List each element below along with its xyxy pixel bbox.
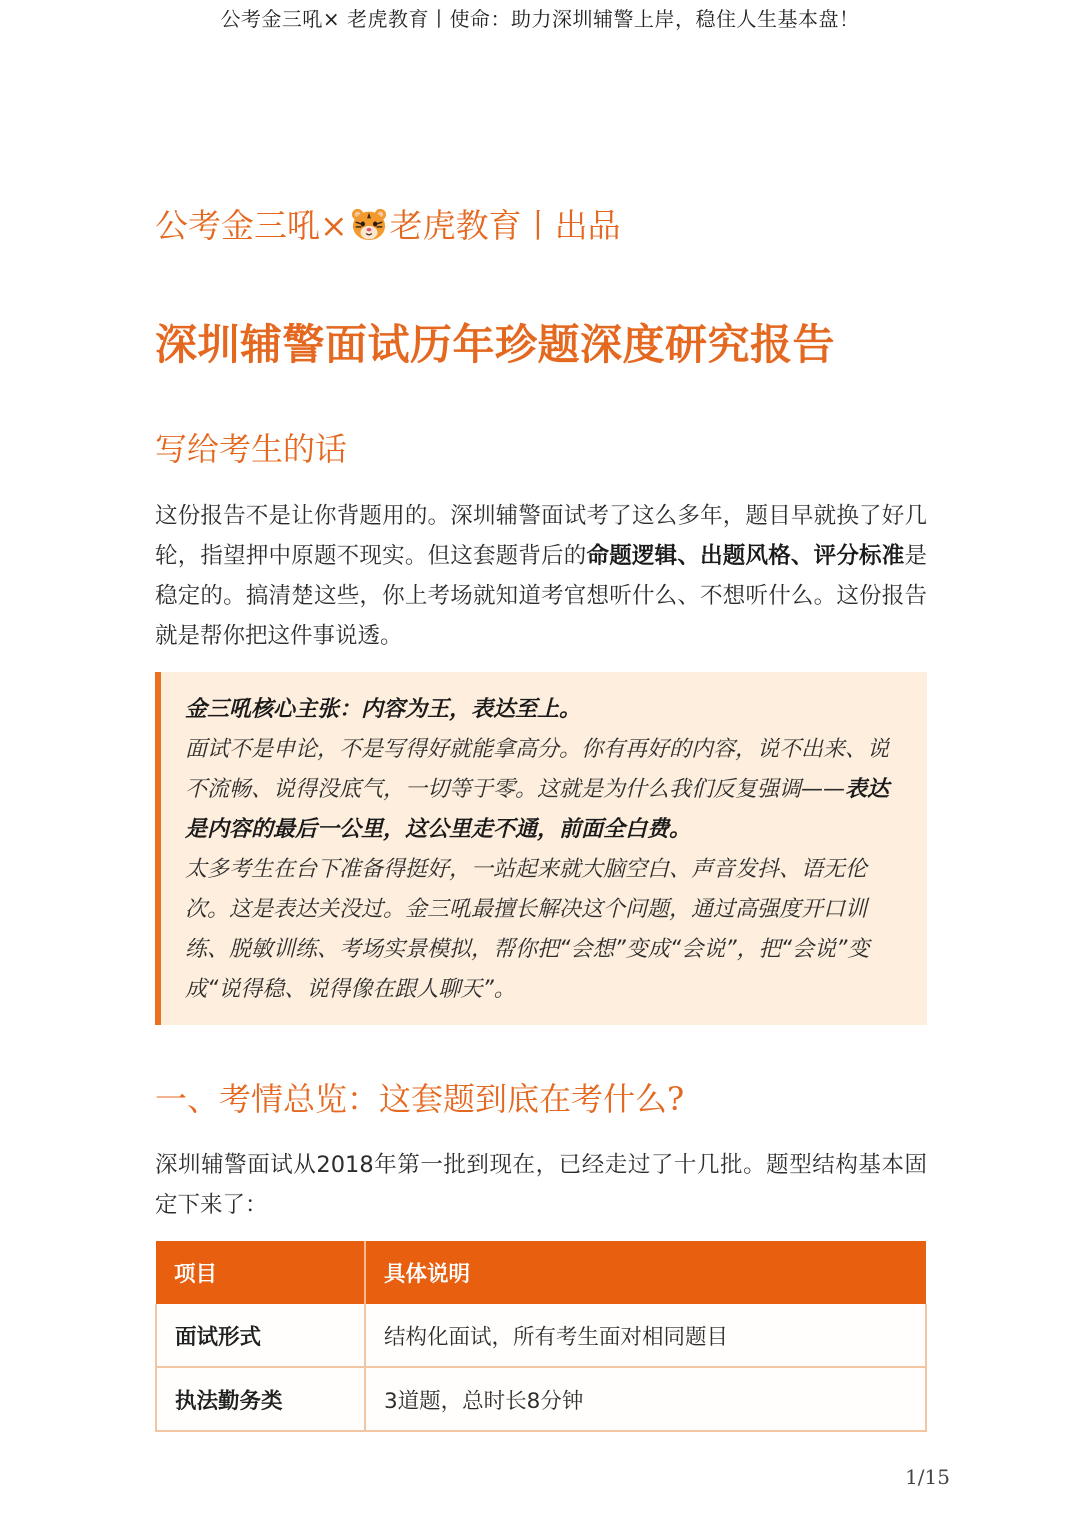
page-number: 1/15: [905, 1465, 950, 1489]
table-cell-value: 3道题，总时长8分钟: [365, 1367, 926, 1431]
table-cell-key: 面试形式: [156, 1304, 365, 1367]
brand-line: [155, 200, 621, 247]
letter-text-a: 这份报告不是让你背题用的。深圳辅警面试考了这么多年，题目早就换了好几轮，指望押中原题不现实。但这套题背后的: [155, 503, 927, 569]
letter-text-c: 是稳定的。搞清楚这些，你上考场就知道考官想听什么、不想听什么。这份报告就是帮你把这件事说透。: [155, 543, 927, 649]
brand-right: 老虎教育丨出品: [389, 206, 621, 245]
table-header-row: [156, 1241, 926, 1304]
tiger-face-icon: [350, 206, 388, 242]
core-claim-callout: [155, 672, 927, 1025]
brand-left: 公考金三吼×: [155, 206, 348, 245]
callout-title: 金三吼核心主张：内容为王，表达至上。: [185, 697, 582, 722]
callout-paragraph-2: 太多考生在台下准备得挺好，一站起来就大脑空白、声音发抖、语无伦次。这是表达关没过。金三吼最擅长解决这个问题，通过高强度开口训练、脱敏训练、考场实景模拟，帮你把“会想”变成“会说”，把“会说”变成“说得稳、说得像在跟人聊天”。: [185, 857, 870, 1002]
table-row: [156, 1304, 926, 1367]
letter-text-emphasis: 命题逻辑、出题风格、评分标准: [586, 543, 905, 569]
page-header: 公考金三吼× 老虎教育丨使命：助力深圳辅警上岸，稳住人生基本盘！: [220, 7, 860, 31]
table-cell-key: 执法勤务类: [156, 1367, 365, 1431]
callout-emphasis: 表达是内容的最后一公里，这公里走不通，前面全白费。: [185, 777, 890, 842]
table-header-detail: 具体说明: [365, 1241, 926, 1304]
letter-paragraph: [155, 496, 927, 656]
table-cell-value: 结构化面试，所有考生面对相同题目: [365, 1304, 926, 1367]
table-header-item: 项目: [156, 1241, 365, 1304]
overview-intro: 深圳辅警面试从2018年第一批到现在，已经走过了十几批。题型结构基本固定下来了：: [155, 1152, 927, 1218]
callout-paragraph-1: 面试不是申论，不是写得好就能拿高分。你有再好的内容，说不出来、说不流畅、说得没底气，一切等于零。这就是为什么我们反复强调——表达是内容的最后一公里，这公里走不通，前面全白费。: [185, 737, 890, 842]
section-heading-letter: 写给考生的话: [155, 430, 348, 468]
exam-structure-table: [155, 1241, 927, 1432]
section-heading-overview: 一、考情总览：这套题到底在考什么?: [155, 1080, 685, 1118]
table-row: [156, 1367, 926, 1431]
page-title: 深圳辅警面试历年珍题深度研究报告: [155, 320, 836, 369]
